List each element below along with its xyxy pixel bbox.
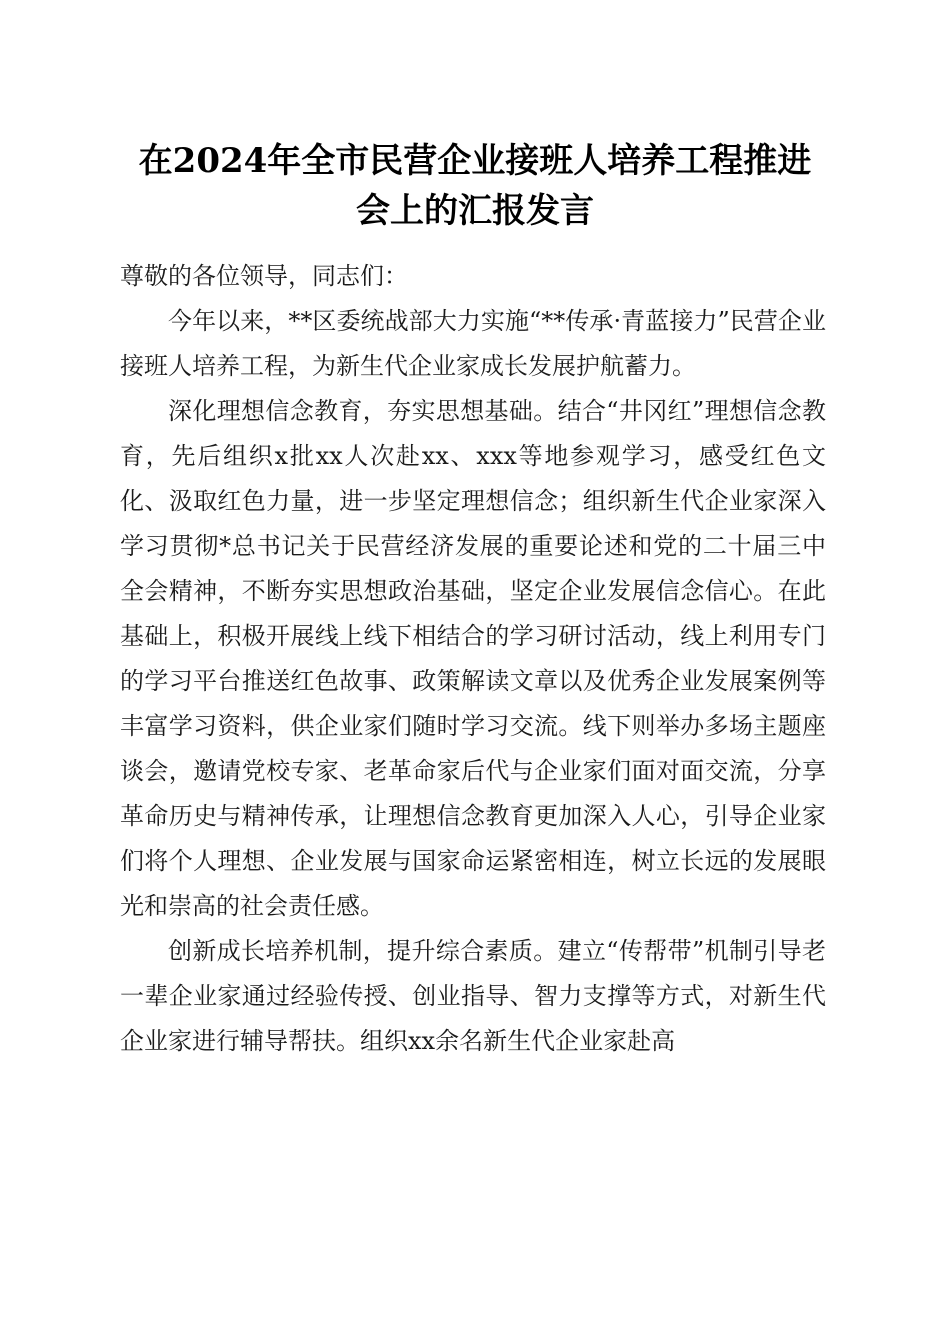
paragraph-intro: 今年以来，**区委统战部大力实施“**传承·青蓝接力”民营企业接班人培养工程，为新生代企业家成长发展护航蓄力。 [120, 307, 826, 380]
paragraph-training-mechanism: 创新成长培养机制，提升综合素质。建立“传帮带”机制引导老一辈企业家通过经验传授、创业指导、智力支撑等方式，对新生代企业家进行辅导帮扶。组织xx余名新生代企业家赴高 [120, 937, 826, 1055]
salutation: 尊敬的各位领导，同志们： [120, 262, 408, 290]
document-title [110, 136, 840, 236]
title-line-1: 在2024年全市民营企业接班人培养工程推进 [138, 141, 812, 181]
document-body [120, 254, 826, 1064]
paragraph-ideals-education: 深化理想信念教育，夯实思想基础。结合“井冈红”理想信念教育，先后组织x批xx人次赴xx、xxx等地参观学习，感受红色文化、汲取红色力量，进一步坚定理想信念；组织新生代企业家深入学习贯彻*总书记关于民营经济发展的重要论述和党的二十届三中全会精神，不断夯实思想政治基础，坚定企业发展信念信心。在此基础上，积极开展线上线下相结合的学习研讨活动，线上利用专门的学习平台推送红色故事、政策解读文章以及优秀企业发展案例等丰富学习资料，供企业家们随时学习交流。线下则举办多场主题座谈会，邀请党校专家、老革命家后代与企业家们面对面交流，分享革命历史与精神传承，让理想信念教育更加深入人心，引导企业家们将个人理想、企业发展与国家命运紧密相连，树立长远的发展眼光和崇高的社会责任感。 [120, 397, 826, 920]
title-line-2: 会上的汇报发言 [356, 191, 594, 231]
